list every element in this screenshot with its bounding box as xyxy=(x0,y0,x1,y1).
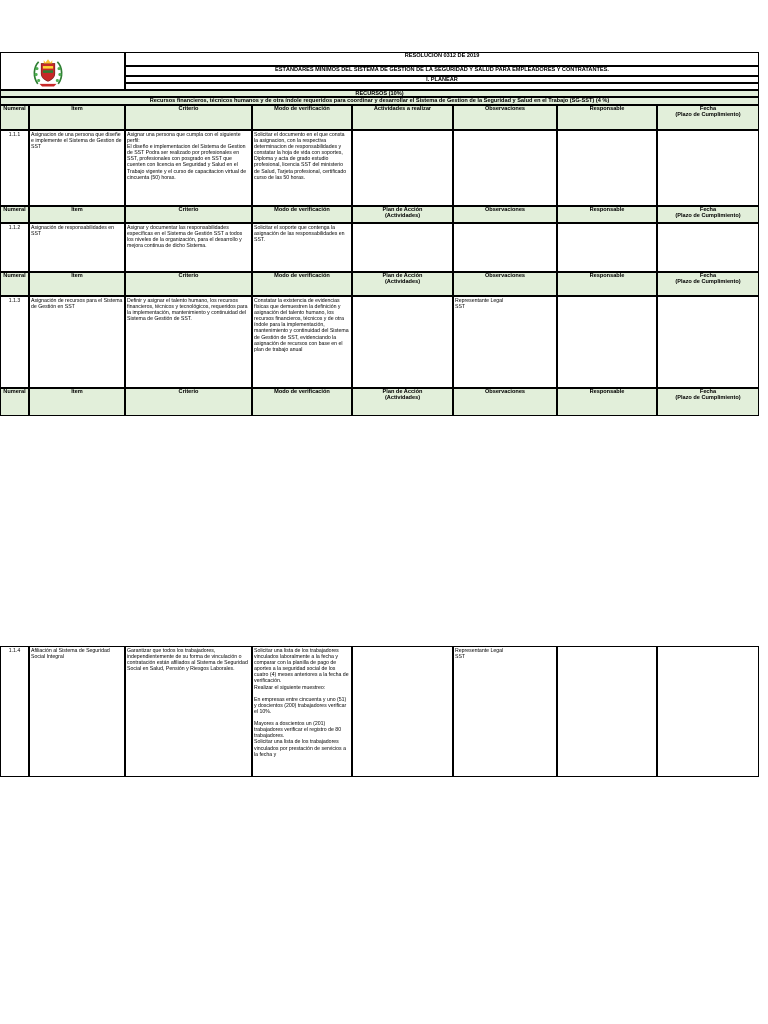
column-header: Item xyxy=(29,272,125,296)
column-header: Plan de Acción (Actividades) xyxy=(352,272,453,296)
crest-emblem-icon xyxy=(31,55,65,89)
table-cell-fecha xyxy=(657,223,759,272)
table-cell-modo: Solicitar el soporte que contenga la asignación de las responsabilidades en SST. xyxy=(252,223,352,272)
column-header: Observaciones xyxy=(453,206,557,223)
table-cell-actividades xyxy=(352,646,453,777)
column-header: Fecha (Plazo de Cumplimiento) xyxy=(657,206,759,223)
resolution: RESOLUCION 0312 DE 2019 xyxy=(125,52,759,66)
column-header: Plan de Acción (Actividades) xyxy=(352,206,453,223)
column-header: Numeral xyxy=(0,272,29,296)
column-header: Actividades a realizar xyxy=(352,105,453,130)
table-cell-item: Asignacion de una persona que diseñe e implemente el Sistema de Gestion de SST xyxy=(29,130,125,206)
column-header: Modo de verificación xyxy=(252,206,352,223)
column-header: Responsable xyxy=(557,105,657,130)
table-cell-observaciones xyxy=(453,130,557,206)
table-cell-item: Asignación de responsabilidades en SST xyxy=(29,223,125,272)
column-header: Observaciones xyxy=(453,272,557,296)
column-header: Numeral xyxy=(0,206,29,223)
table-cell-item: Afiliación al Sistema de Seguridad Social Integral xyxy=(29,646,125,777)
column-header: Item xyxy=(29,105,125,130)
phase-title: I. PLANEAR xyxy=(125,76,759,83)
column-header: Item xyxy=(29,388,125,416)
table-cell-numeral: 1.1.1 xyxy=(0,130,29,206)
column-header: Numeral xyxy=(0,105,29,130)
resources-title: RECURSOS (10%) xyxy=(0,90,759,97)
resources-subtitle: Recursos financieros, técnicos humanos y de otra índole requeridos para coordinar y desarrollar el Sistema de Gestion de la Seguridad y Salud en el Trabajo (SG-SST) (4 %) xyxy=(0,97,759,105)
table-cell-responsable xyxy=(557,223,657,272)
table-cell-criterio: Garantizar que todos los trabajadores, independientemente de su forma de vinculación o contratación están afiliados al Sistema de Seguridad Social en Salud, Pensión y Riesgos Laborales. xyxy=(125,646,252,777)
column-header: Responsable xyxy=(557,388,657,416)
column-header: Fecha (Plazo de Cumplimiento) xyxy=(657,388,759,416)
column-header: Responsable xyxy=(557,272,657,296)
table-cell-numeral: 1.1.4 xyxy=(0,646,29,777)
column-header: Modo de verificación xyxy=(252,272,352,296)
column-header: Criterio xyxy=(125,206,252,223)
table-cell-observaciones: Representante Legal SST xyxy=(453,296,557,388)
table-cell-modo: Solicitar el documento en el que consta la asignacion, con la respectiva determinacion de responsabilidades y constatar la hoja de vida con soportes, Diploma y acta de grado estudio profesional, licencia SST del ministerio de Salud, Tarjeta profesional, certificado curso de las 50 horas. xyxy=(252,130,352,206)
column-header: Fecha (Plazo de Cumplimiento) xyxy=(657,272,759,296)
column-header: Fecha (Plazo de Cumplimiento) xyxy=(657,105,759,130)
column-header: Numeral xyxy=(0,388,29,416)
column-header: Modo de verificación xyxy=(252,105,352,130)
column-header: Criterio xyxy=(125,388,252,416)
column-header: Criterio xyxy=(125,272,252,296)
column-header: Criterio xyxy=(125,105,252,130)
table-cell-responsable xyxy=(557,130,657,206)
table-cell-numeral: 1.1.3 xyxy=(0,296,29,388)
table-cell-fecha xyxy=(657,646,759,777)
table-cell-criterio: Definir y asignar el talento humano, los recursos financieros, técnicos y tecnológicos, requeridos para la implementación, mantenimiento y continuidad del Sistema de Gestión de SST. xyxy=(125,296,252,388)
column-header: Plan de Acción (Actividades) xyxy=(352,388,453,416)
standards-title: ESTÁNDARES MÍNIMOS DEL SISTEMA DE GESTIÓN DE LA SEGURIDAD Y SALUD PARA EMPLEADORES Y CONTRATANTES. xyxy=(125,66,759,76)
table-cell-criterio: Asignar y documentar las responsabilidades específicas en el Sistema de Gestión SST a todos los niveles de la organización, para el desarrollo y mejora continua de dicho Sistema. xyxy=(125,223,252,272)
table-cell-fecha xyxy=(657,130,759,206)
column-header: Modo de verificación xyxy=(252,388,352,416)
column-header: Item xyxy=(29,206,125,223)
table-cell-criterio: Asignar una persona que cumpla con el siguiente perfil: El diseño e implementacion del Sistema de Gestion de SST Podra ser realizado por profesionales en SST, profesionales con posgrado en SST que cuenten con licencia en Seguridad y Salud en el Trabajo vigente y el curso de capacitacion virtual de cincuenta (50) horas. xyxy=(125,130,252,206)
table-cell-item: Asignación de recursos para el Sistema de Gestión en SST xyxy=(29,296,125,388)
blank-title-row xyxy=(125,83,759,90)
table-cell-fecha xyxy=(657,296,759,388)
table-cell-modo: Solicitar una lista de los trabajadores vinculados laboralmente a la fecha y comparar con la planilla de pago de aportes a la seguridad social de los cuatro (4) meses anteriores a la fecha de verificación. Realizar el siguiente muestreo: En empresas entre cincuenta y uno (51) y doscientos (200) trabajadores verificar el 10%. Mayores a doscientos un (201) trabajadores verificar el registro de 80 trabajadores. Solicitar una lista de los trabajadores vinculados por prestación de servicios a la fecha y xyxy=(252,646,352,777)
logo-cell xyxy=(0,52,125,90)
column-header: Responsable xyxy=(557,206,657,223)
table-cell-actividades xyxy=(352,130,453,206)
table-cell-responsable xyxy=(557,296,657,388)
table-cell-observaciones xyxy=(453,223,557,272)
column-header: Observaciones xyxy=(453,105,557,130)
table-cell-actividades xyxy=(352,223,453,272)
table-cell-observaciones: Representante Legal SST xyxy=(453,646,557,777)
table-cell-modo: Constatar la existencia de evidencias físicas que demuestren la definición y asignación del talento humano, los recursos financieros, técnicos y de otra índole para la implementación, mantenimiento y continuidad del Sistema de Gestión de SST, evidenciando la asignación de recursos con base en el plan de trabajo anual xyxy=(252,296,352,388)
column-header: Observaciones xyxy=(453,388,557,416)
table-cell-numeral: 1.1.2 xyxy=(0,223,29,272)
table-cell-responsable xyxy=(557,646,657,777)
table-cell-actividades xyxy=(352,296,453,388)
